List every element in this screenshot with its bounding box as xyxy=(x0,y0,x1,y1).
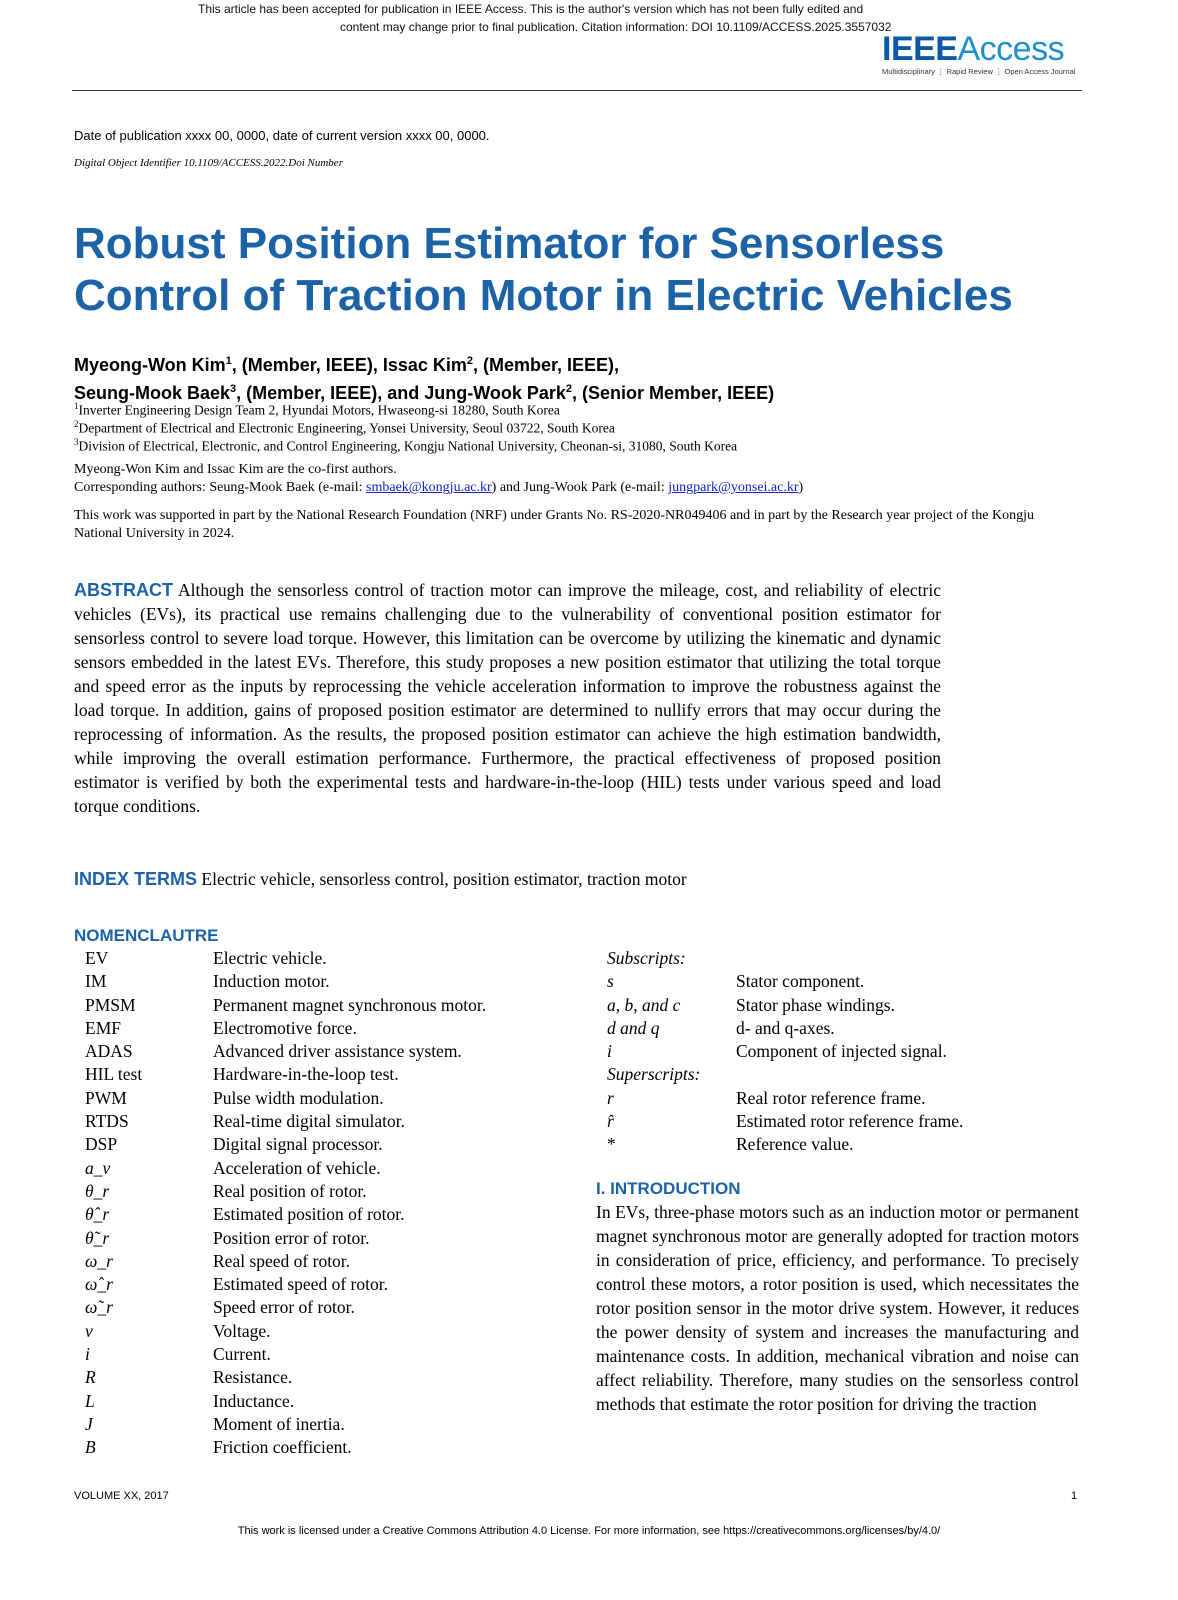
author-affiliation-mark: 1 xyxy=(225,355,232,367)
nomenclature-row: i Current. xyxy=(85,1344,271,1365)
abstract-text: Although the sensorless control of traction motor can improve the mileage, cost, and reliability of electric vehicles (EVs), its practical use remains challenging due to the vulnerability of conventional position estimator for sensorless control to severe load torque. However, this limitation can be overcome by utilizing the kinematic and dynamic sensors embedded in the latest EVs. Therefore, this study proposes a new position estimator that utilizing the total torque and speed error as the inputs by reprocessing the vehicle acceleration information to improve the robustness against the load torque. In addition, gains of proposed position estimator are determined to nullify errors that may occur during the reprocessing of information. As the results, the proposed position estimator can achieve the high estimation bandwidth, while improving the overall estimation performance. Furthermore, the practical effectiveness of proposed position estimator is verified by both the experimental tests and hardware-in-the-loop (HIL) tests under various speed and load torque conditions. xyxy=(74,580,941,816)
author-affiliation-mark: 2 xyxy=(466,355,474,367)
nomenclature-row: EMF Electromotive force. xyxy=(85,1017,357,1038)
ieee-access-logo xyxy=(882,30,1082,84)
abstract-label: ABSTRACT xyxy=(74,580,173,600)
nomenclature-row: a, b, and c Stator phase windings. xyxy=(607,994,895,1015)
author-role: , (Member, IEEE), xyxy=(473,355,620,375)
author-name: Seung-Mook Baek xyxy=(74,383,231,403)
corresponding-authors-note: Corresponding authors: Seung-Mook Baek (e-mail: smbaek@kongju.ac.kr) and Jung-Wook Park (e-mail: jungpark@yonsei.ac.kr) xyxy=(74,480,804,495)
email-link-baek[interactable]: smbaek@kongju.ac.kr xyxy=(366,480,492,495)
nomenclature-row: PMSM Permanent magnet synchronous motor. xyxy=(85,994,487,1015)
email-link-park[interactable]: jungpark@yonsei.ac.kr xyxy=(668,480,799,495)
subscripts-label: Subscripts: xyxy=(607,948,686,968)
page-number: 1 xyxy=(1071,1490,1078,1502)
nomenclature-row: ω̂_r Estimated speed of rotor. xyxy=(85,1274,388,1295)
nomenclature-row: L Inductance. xyxy=(85,1390,295,1411)
nomenclature-row: PWM Pulse width modulation. xyxy=(85,1087,384,1108)
nomenclature-row: RTDS Real-time digital simulator. xyxy=(85,1111,405,1132)
nomenclature-row: IM Induction motor. xyxy=(85,971,330,992)
header-rule xyxy=(72,90,1082,91)
index-terms xyxy=(74,867,1074,891)
nomenclature-row: v Voltage. xyxy=(85,1320,271,1341)
author-role: , (Senior Member, IEEE) xyxy=(572,383,775,403)
title-line-1: Robust Position Estimator for Sensorless xyxy=(74,219,945,268)
nomenclature-row: s Stator component. xyxy=(607,971,865,992)
introduction-text: In EVs, three-phase motors such as an induction motor or permanent magnet synchronous motor are generally adopted for traction motors in consideration of price, efficiency, and performance. To precisely control these motors, a rotor position is used, which necessitates the rotor position sensor in the motor drive system. However, it reduces the power density of system and increases the manufacturing and maintenance costs. In addition, mechanical vibration and noise can affect reliability. Therefore, many studies on the sensorless control methods that estimate the rotor position for driving the traction xyxy=(596,1202,1079,1414)
nomenclature-row: B Friction coefficient. xyxy=(85,1437,352,1458)
co-first-authors-note: Myeong-Won Kim and Issac Kim are the co-first authors. xyxy=(74,462,397,477)
publication-date: Date of publication xxxx 00, 0000, date of current version xxxx 00, 0000. xyxy=(74,128,490,143)
logo-tagline: Multidisciplinary ⋮ Rapid Review ⋮ Open Access Journal xyxy=(882,67,1076,76)
nomenclature-row: ω_r Real speed of rotor. xyxy=(85,1250,351,1271)
nomenclature-row: r̂ Estimated rotor reference frame. xyxy=(607,1111,964,1132)
acceptance-notice-line1: This article has been accepted for publication in IEEE Access. This is the author's version which has not been fully edited and xyxy=(198,2,864,16)
nomenclature-right-column xyxy=(607,947,1087,1157)
affiliation-2: $^2$Department of Electrical and Electronic Engineering, Yonsei University, Seoul 03722, South Korea xyxy=(74,419,615,436)
nomenclature-heading: NOMENCLAUTRE xyxy=(74,926,219,945)
nomenclature-row: i Component of injected signal. xyxy=(607,1041,947,1062)
nomenclature-left-column xyxy=(85,947,555,1460)
index-terms-text: Electric vehicle, sensorless control, position estimator, traction motor xyxy=(201,869,687,889)
nomenclature-row: DSP Digital signal processor. xyxy=(85,1134,383,1155)
paper-title xyxy=(74,218,1114,322)
license-notice: This work is licensed under a Creative Commons Attribution 4.0 License. For more information, see https://creativecommons.org/licenses/by/4.0/ xyxy=(237,1525,941,1537)
nomenclature-row: EV Electric vehicle. xyxy=(85,948,327,968)
volume-footer: VOLUME XX, 2017 xyxy=(74,1490,169,1502)
acceptance-notice-line2: content may change prior to final publication. Citation information: DOI 10.1109/ACCESS.2025.3557032 xyxy=(340,20,892,34)
title-line-2: Control of Traction Motor in Electric Vehicles xyxy=(74,271,1013,320)
nomenclature-row: θ̃_r Position error of rotor. xyxy=(85,1227,370,1248)
affiliation-1: $^1$Inverter Engineering Design Team 2, Hyundai Motors, Hwaseong-si 18280, South Korea xyxy=(74,401,560,418)
nomenclature-row: R Resistance. xyxy=(85,1367,293,1388)
author-role: , (Member, IEEE), xyxy=(231,355,383,375)
author-name: Myeong-Won Kim xyxy=(74,355,226,375)
superscripts-label: Superscripts: xyxy=(607,1064,701,1085)
funding-note: This work was supported in part by the National Research Foundation (NRF) under Grants No. RS-2020-NR049406 and in part by the Research year project of the Kongju National University in 2024. xyxy=(74,508,1034,541)
nomenclature-row: ADAS Advanced driver assistance system. xyxy=(85,1041,462,1062)
nomenclature-row: r Real rotor reference frame. xyxy=(607,1087,926,1108)
index-terms-label: INDEX TERMS xyxy=(74,869,198,889)
nomenclature-row: * Reference value. xyxy=(607,1134,854,1155)
logo-brand-light: Access xyxy=(957,30,1065,68)
abstract xyxy=(74,578,941,818)
nomenclature-row: d and q d- and q-axes. xyxy=(607,1017,835,1038)
affiliation-3: $^3$Division of Electrical, Electronic, and Control Engineering, Kongju National University, Cheonan-si, 31080, South Korea xyxy=(74,437,738,454)
nomenclature-row: J Moment of inertia. xyxy=(85,1413,345,1434)
author-affiliation-mark: 2 xyxy=(565,383,573,395)
author-name: Issac Kim xyxy=(382,355,467,375)
nomenclature-row: θ̂_r Estimated position of rotor. xyxy=(85,1204,405,1225)
author-name: Jung-Wook Park xyxy=(424,383,566,403)
nomenclature-row: HIL test Hardware-in-the-loop test. xyxy=(85,1064,399,1085)
doi-line: Digital Object Identifier 10.1109/ACCESS.2022.Doi Number xyxy=(74,157,343,169)
logo-brand-bold: IEEE xyxy=(882,30,958,68)
nomenclature-row: ω̃_r Speed error of rotor. xyxy=(85,1297,355,1318)
nomenclature-row: θ_r Real position of rotor. xyxy=(85,1180,367,1201)
author-role: , (Member, IEEE), and xyxy=(236,383,425,403)
author-affiliation-mark: 3 xyxy=(230,383,237,395)
introduction-heading: I. INTRODUCTION xyxy=(596,1179,741,1198)
nomenclature-row: a_v Acceleration of vehicle. xyxy=(85,1157,381,1178)
